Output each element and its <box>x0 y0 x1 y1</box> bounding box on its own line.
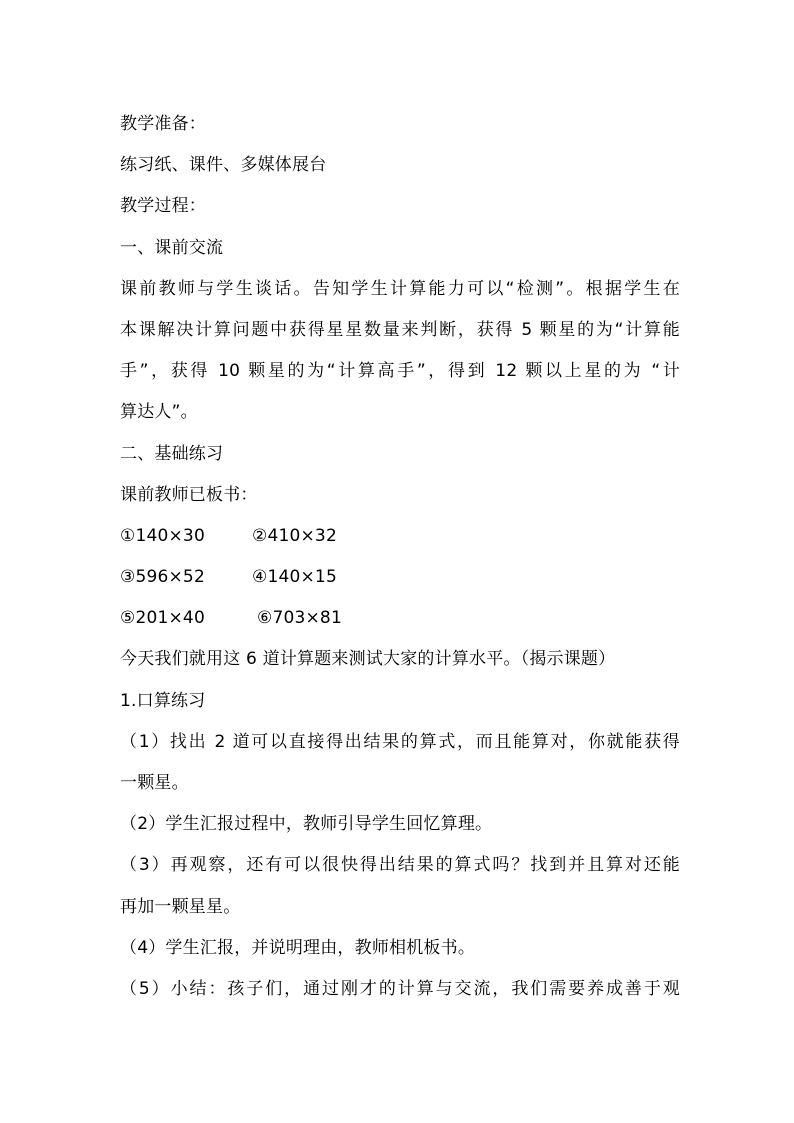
paragraph-line: 算达人”。 <box>120 402 198 423</box>
step-line: （1）找出 2 道可以直接得出结果的算式，而且能算对，你就能获得 <box>120 731 680 752</box>
formula-item: ③596×52 <box>120 567 205 588</box>
step-line: 一颗星。 <box>120 773 189 793</box>
formula-item: ④140×15 <box>252 567 337 588</box>
process-heading: 教学过程： <box>120 196 206 217</box>
formula-row <box>120 516 680 557</box>
document-body <box>120 104 680 1010</box>
steps-list <box>120 722 680 1010</box>
step-line: （3）再观察，还有可以很快得出结果的算式吗？找到并且算对还能 <box>120 855 680 876</box>
paragraph-line: 课前教师与学生谈话。告知学生计算能力可以“检测”。根据学生在 <box>120 278 680 299</box>
formula-row <box>120 598 680 639</box>
section1-paragraph <box>120 269 680 434</box>
step-line: 再加一颗星星。 <box>120 896 241 917</box>
paragraph-line: 本课解决计算问题中获得星星数量来判断，获得 5 颗星的为“计算能 <box>120 319 680 340</box>
step-line: （5）小结：孩子们，通过刚才的计算与交流，我们需要养成善于观 <box>120 978 680 999</box>
board-intro: 课前教师已板书： <box>120 484 258 505</box>
formula-item: ⑥703×81 <box>257 608 342 629</box>
step-line: （2）学生汇报过程中，教师引导学生回忆算理。 <box>120 814 493 835</box>
section1-title: 一、课前交流 <box>120 237 224 258</box>
formula-item: ①140×30 <box>120 525 205 546</box>
formula-row <box>120 557 680 598</box>
paragraph-line: 手”，获得 10 颗星的为“计算高手”，得到 12 颗以上星的为 “计 <box>120 361 680 382</box>
prep-heading: 教学准备： <box>120 114 206 134</box>
prep-items: 练习纸、课件、多媒体展台 <box>120 155 327 176</box>
intro-sentence: 今天我们就用这 6 道计算题来测试大家的计算水平。（揭示课题） <box>120 649 616 670</box>
subsection-title: 1.口算练习 <box>120 690 206 711</box>
formula-item: ⑤201×40 <box>120 608 205 629</box>
step-line: （4）学生汇报，并说明理由，教师相机板书。 <box>120 937 476 958</box>
formula-item: ②410×32 <box>252 525 337 546</box>
formula-list <box>120 516 680 640</box>
section2-title: 二、基础练习 <box>120 443 224 464</box>
